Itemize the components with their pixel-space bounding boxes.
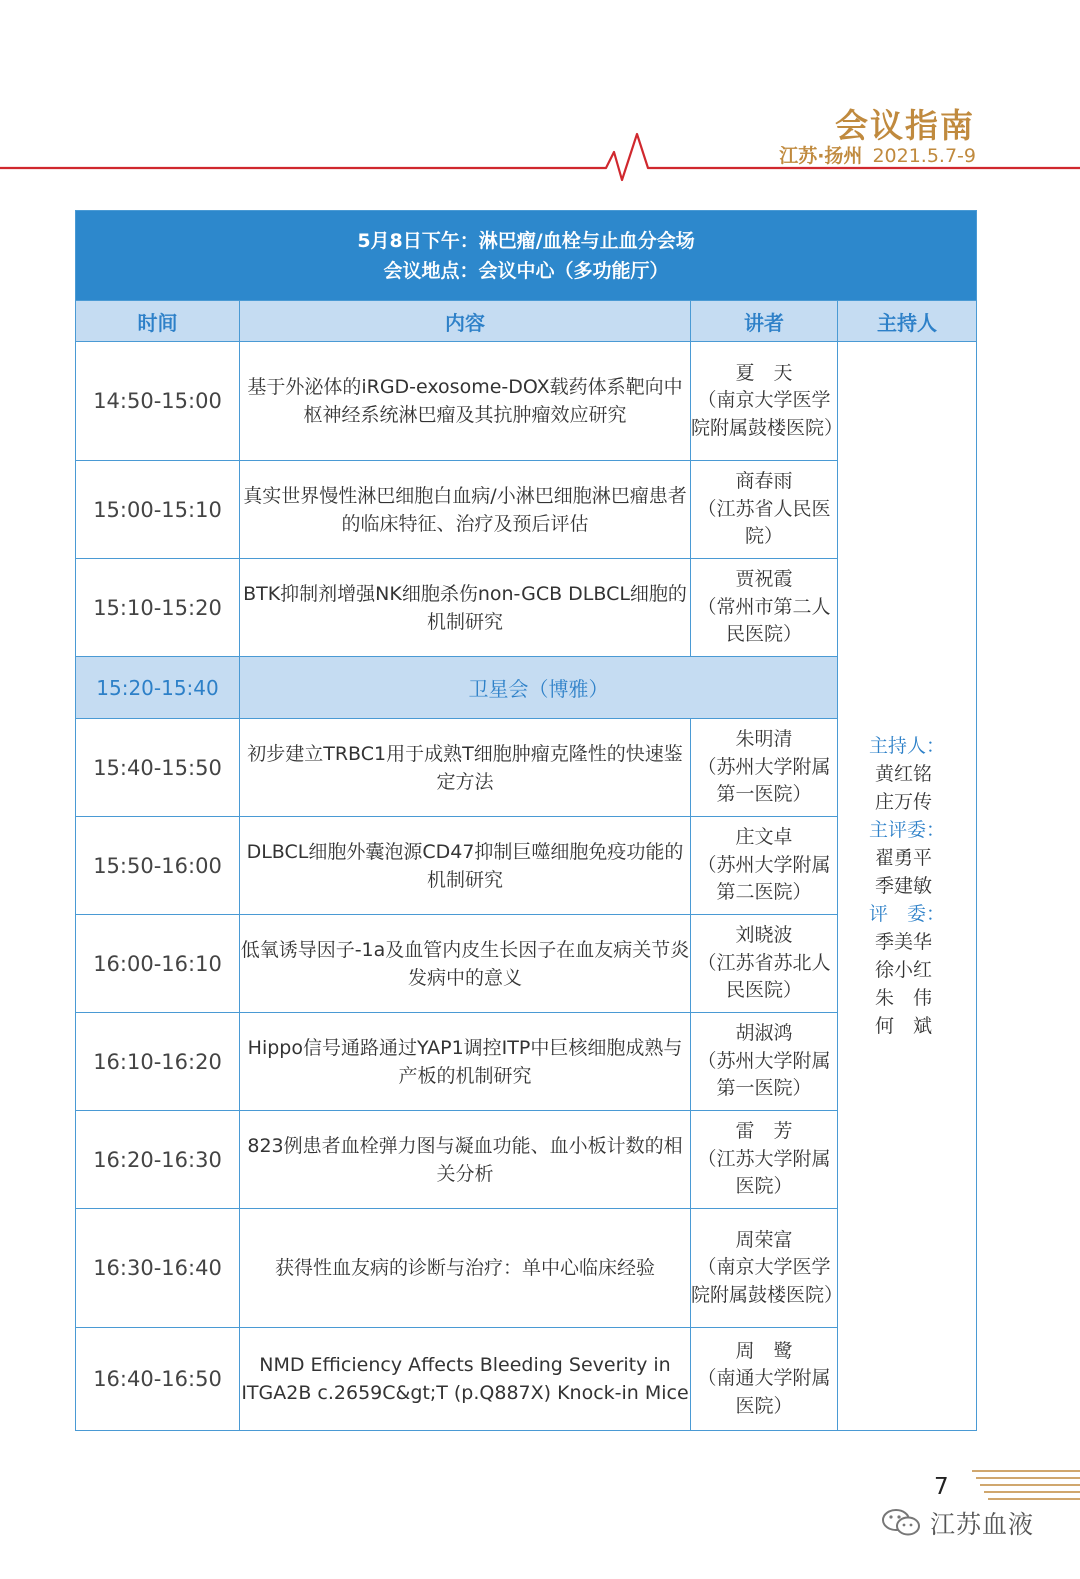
row-speaker-cell <box>691 1328 838 1431</box>
wechat-watermark <box>880 1505 1034 1541</box>
speaker-affiliation: （苏州大学附属第一医院） <box>697 1049 831 1100</box>
host-role-label: 主持人： <box>869 735 946 757</box>
speaker-name: 周 鹭 <box>735 1339 793 1362</box>
row-time: 15:00-15:10 <box>76 461 240 559</box>
row-topic: Hippo信号通路通过YAP1调控ITP中巨核细胞成熟与产板的机制研究 <box>240 1013 691 1111</box>
row-topic: 获得性血友病的诊断与治疗：单中心临床经验 <box>240 1209 691 1328</box>
row-speaker-cell <box>691 1209 844 1328</box>
column-header-host: 主持人 <box>838 301 977 342</box>
session-title: 5月8日下午：淋巴瘤/血栓与止血分会场 <box>357 229 695 252</box>
row-speaker-cell <box>691 817 838 915</box>
host-name: 黄红铭 <box>875 763 933 785</box>
row-topic: 初步建立TRBC1用于成熟T细胞肿瘤克隆性的快速鉴定方法 <box>240 719 691 817</box>
host-cell <box>838 342 977 1431</box>
speaker-affiliation: （南通大学附属医院） <box>697 1367 831 1417</box>
schedule-table <box>75 210 977 1431</box>
chief-judge-role-label: 主评委： <box>869 819 946 841</box>
wechat-icon <box>880 1507 924 1539</box>
speaker-name: 庄文卓 <box>735 826 793 849</box>
row-topic: 低氧诱导因子-1a及血管内皮生长因子在血友病关节炎发病中的意义 <box>240 915 691 1013</box>
speaker-name: 夏 天 <box>735 361 793 384</box>
judge-name: 徐小红 <box>875 959 933 981</box>
speaker-affiliation: （苏州大学附属第一医院） <box>697 755 831 806</box>
row-topic: BTK抑制剂增强NK细胞杀伤non-GCB DLBCL细胞的机制研究 <box>240 559 691 657</box>
header-date: 2021.5.7-9 <box>872 145 976 167</box>
speaker-affiliation: （江苏省苏北人民医院） <box>697 951 831 1002</box>
speaker-name: 贾祝霞 <box>735 568 793 591</box>
speaker-name: 胡淑鸿 <box>735 1022 793 1045</box>
host-list <box>869 732 945 1040</box>
row-topic: 基于外泌体的iRGD-exosome-DOX载药体系靶向中枢神经系统淋巴瘤及其抗肿瘤效应研究 <box>240 342 691 461</box>
row-time: 16:30-16:40 <box>76 1209 240 1328</box>
judge-name: 季美华 <box>875 931 933 953</box>
wechat-label: 江苏血液 <box>930 1510 1035 1539</box>
speaker-affiliation: （江苏省人民医院） <box>697 497 831 548</box>
speaker-affiliation: （南京大学医学院附属鼓楼医院） <box>691 389 844 439</box>
row-topic: 真实世界慢性淋巴细胞白血病/小淋巴细胞淋巴瘤患者的临床特征、治疗及预后评估 <box>240 461 691 559</box>
speaker-affiliation: （常州市第二人民医院） <box>697 595 831 646</box>
row-topic: NMD Efficiency Affects Bleeding Severity in ITGA2B c.2659C&gt;T (p.Q887X) Knock-in Mice <box>240 1328 691 1431</box>
row-time: 16:00-16:10 <box>76 915 240 1013</box>
row-speaker-cell <box>691 1111 838 1209</box>
page-number: 7 <box>934 1474 949 1500</box>
session-banner <box>76 211 977 301</box>
column-header-row <box>76 301 977 342</box>
host-name: 庄万传 <box>875 791 933 813</box>
satellite-time: 15:20-15:40 <box>76 657 240 719</box>
satellite-label: 卫星会（博雅） <box>240 657 838 719</box>
speaker-name: 朱明清 <box>735 728 793 751</box>
judge-name: 何 斌 <box>875 1015 933 1037</box>
row-speaker-cell <box>691 461 838 559</box>
column-header-time: 时间 <box>76 301 240 342</box>
chief-judge-name: 季建敏 <box>875 875 933 897</box>
speaker-affiliation: （南京大学医学院附属鼓楼医院） <box>691 1256 844 1306</box>
table-row <box>76 342 977 461</box>
column-header-content: 内容 <box>240 301 691 342</box>
row-speaker-cell <box>691 342 844 461</box>
row-speaker-cell <box>691 559 838 657</box>
ecg-line-icon <box>0 128 1080 188</box>
row-time: 16:40-16:50 <box>76 1328 240 1431</box>
header-location: 江苏·扬州 <box>779 145 863 167</box>
speaker-affiliation: （苏州大学附属第二医院） <box>697 853 831 904</box>
row-time: 15:50-16:00 <box>76 817 240 915</box>
speaker-name: 周荣富 <box>735 1228 793 1251</box>
speaker-name: 雷 芳 <box>735 1120 793 1143</box>
row-topic: 823例患者血栓弹力图与凝血功能、血小板计数的相关分析 <box>240 1111 691 1209</box>
row-time: 15:40-15:50 <box>76 719 240 817</box>
judge-name: 朱 伟 <box>875 987 933 1009</box>
row-time: 16:10-16:20 <box>76 1013 240 1111</box>
speaker-name: 商春雨 <box>735 470 793 493</box>
speaker-affiliation: （江苏大学附属医院） <box>697 1147 831 1198</box>
page-header-title: 会议指南 <box>835 106 975 145</box>
session-venue: 会议地点：会议中心（多功能厅） <box>383 259 669 282</box>
row-speaker-cell <box>691 1013 838 1111</box>
row-time: 16:20-16:30 <box>76 1111 240 1209</box>
session-banner-cell <box>76 211 977 301</box>
speaker-name: 刘晓波 <box>735 924 793 947</box>
row-speaker-cell <box>691 915 838 1013</box>
chief-judge-name: 翟勇平 <box>875 847 933 869</box>
decorative-lines-icon <box>972 1467 1080 1507</box>
row-time: 14:50-15:00 <box>76 342 240 461</box>
row-topic: DLBCL细胞外囊泡源CD47抑制巨噬细胞免疫功能的机制研究 <box>240 817 691 915</box>
row-speaker-cell <box>691 719 838 817</box>
judge-role-label: 评 委： <box>869 903 946 925</box>
row-time: 15:10-15:20 <box>76 559 240 657</box>
column-header-speaker: 讲者 <box>691 301 838 342</box>
